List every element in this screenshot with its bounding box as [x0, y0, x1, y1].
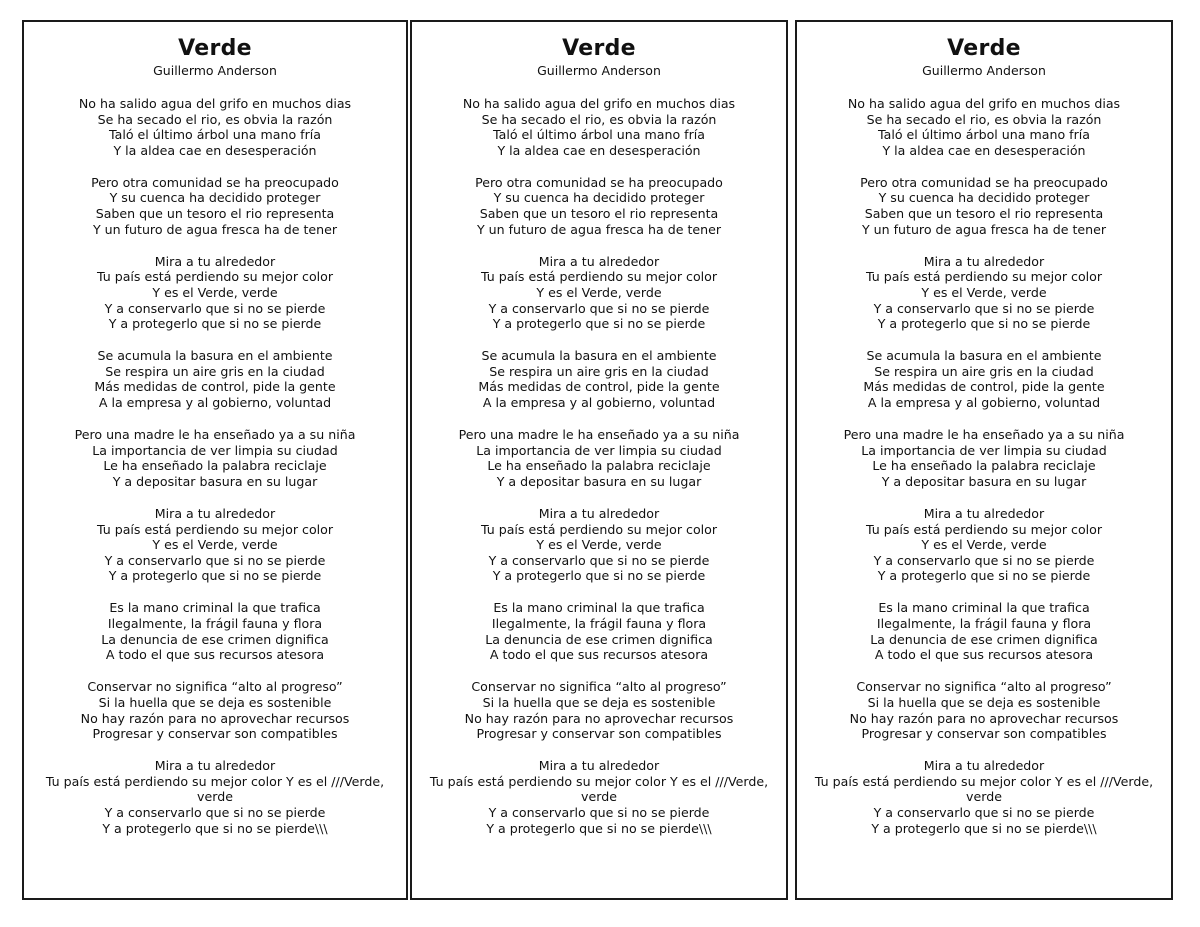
- lyric-line: Y a conservarlo que si no se pierde: [873, 804, 1095, 820]
- lyric-line: La importancia de ver limpia su ciudad: [861, 442, 1107, 458]
- stanza: [24, 348, 406, 410]
- stanza: [412, 96, 786, 158]
- lyric-line: Pero una madre le ha enseñado ya a su niña: [74, 427, 356, 443]
- lyric-line: Tu país está perdiendo su mejor color: [865, 269, 1103, 285]
- lyric-line: La denuncia de ese crimen dignifica: [485, 631, 713, 647]
- lyric-line: Y a conservarlo que si no se pierde: [873, 552, 1095, 568]
- lyric-line: Se respira un aire gris en la ciudad: [105, 363, 325, 379]
- song-author: Guillermo Anderson: [922, 63, 1046, 78]
- lyric-line: Es la mano criminal la que trafica: [493, 600, 705, 616]
- lyrics-body: [797, 96, 1171, 853]
- lyric-line: Taló el último árbol una mano fría: [109, 127, 321, 143]
- stanza: [24, 758, 406, 836]
- lyrics-body: [24, 96, 406, 853]
- lyric-line: A la empresa y al gobierno, voluntad: [867, 395, 1101, 410]
- lyric-line: Y a protegerlo que si no se pierde: [492, 316, 706, 332]
- lyric-line: No ha salido agua del grifo en muchos dias: [78, 96, 352, 111]
- lyric-line: Saben que un tesoro el rio representa: [864, 206, 1104, 222]
- lyric-line: Y a protegerlo que si no se pierde: [877, 316, 1091, 332]
- lyric-line: Progresar y conservar son compatibles: [861, 726, 1107, 742]
- lyric-line: Y un futuro de agua fresca ha de tener: [92, 221, 338, 237]
- lyrics-card-2: [410, 20, 788, 900]
- lyric-line: Se acumula la basura en el ambiente: [97, 348, 333, 364]
- lyric-line: Y es el Verde, verde: [536, 284, 662, 300]
- lyric-line: La denuncia de ese crimen dignifica: [101, 631, 329, 647]
- stanza: [24, 96, 406, 158]
- lyric-line: Y es el Verde, verde: [536, 537, 662, 553]
- lyric-line: Mira a tu alrededor: [538, 253, 660, 269]
- lyric-line: La importancia de ver limpia su ciudad: [476, 442, 722, 458]
- stanza: [412, 254, 786, 332]
- lyric-line: Taló el último árbol una mano fría: [878, 127, 1090, 143]
- lyric-line: No hay razón para no aprovechar recursos: [464, 710, 734, 726]
- lyric-line: Se respira un aire gris en la ciudad: [489, 363, 709, 379]
- lyric-line: Y a protegerlo que si no se pierde: [108, 568, 322, 584]
- lyric-line: Pero una madre le ha enseñado ya a su niña: [458, 427, 740, 443]
- lyric-line: Tu país está perdiendo su mejor color: [96, 269, 334, 285]
- stanza: [24, 175, 406, 237]
- lyric-line: Y a conservarlo que si no se pierde: [104, 300, 326, 316]
- lyric-line: Pero una madre le ha enseñado ya a su niña: [843, 427, 1125, 443]
- lyric-line: Y a depositar basura en su lugar: [881, 473, 1087, 489]
- lyric-line: Y es el Verde, verde: [921, 284, 1047, 300]
- stanza: [797, 427, 1171, 489]
- lyric-line: Mira a tu alrededor: [923, 758, 1045, 774]
- lyric-line: Conservar no significa “alto al progreso”: [856, 679, 1112, 695]
- lyric-line: Tu país está perdiendo su mejor color: [480, 269, 718, 285]
- lyric-line: Y su cuenca ha decidido proteger: [493, 190, 705, 206]
- lyric-line: Mira a tu alrededor: [538, 505, 660, 521]
- song-author: Guillermo Anderson: [153, 63, 277, 78]
- lyric-line: Si la huella que se deja es sostenible: [867, 694, 1101, 710]
- lyric-line: Pero otra comunidad se ha preocupado: [860, 174, 1108, 190]
- song-title: Verde: [562, 36, 636, 61]
- lyric-line: La denuncia de ese crimen dignifica: [870, 631, 1098, 647]
- stanza: [797, 506, 1171, 584]
- lyric-line: Conservar no significa “alto al progreso”: [87, 679, 343, 695]
- lyric-line: Y a conservarlo que si no se pierde: [488, 804, 710, 820]
- lyric-line: Pero otra comunidad se ha preocupado: [475, 174, 723, 190]
- lyric-line: Y a depositar basura en su lugar: [496, 473, 702, 489]
- lyric-line: Y su cuenca ha decidido proteger: [878, 190, 1090, 206]
- lyric-line: Se ha secado el rio, es obvia la razón: [97, 111, 333, 127]
- lyric-line: Se acumula la basura en el ambiente: [866, 348, 1102, 364]
- lyric-line: Mira a tu alrededor: [538, 758, 660, 774]
- lyric-line: Tu país está perdiendo su mejor color Y es el ///Verde, verde: [814, 773, 1154, 805]
- lyric-line: Pero otra comunidad se ha preocupado: [91, 174, 339, 190]
- lyric-line: Y a protegerlo que si no se pierde\\\: [486, 820, 712, 836]
- lyric-line: No hay razón para no aprovechar recursos: [849, 710, 1119, 726]
- lyric-line: Y a protegerlo que si no se pierde: [877, 568, 1091, 584]
- lyric-line: Y es el Verde, verde: [152, 537, 278, 553]
- lyric-line: A todo el que sus recursos atesora: [105, 647, 325, 663]
- lyric-line: Mira a tu alrededor: [154, 505, 276, 521]
- lyric-line: Mira a tu alrededor: [154, 253, 276, 269]
- lyric-line: No ha salido agua del grifo en muchos dias: [847, 96, 1121, 111]
- stanza: [24, 254, 406, 332]
- lyric-line: Mira a tu alrededor: [923, 505, 1045, 521]
- lyric-line: Y a protegerlo que si no se pierde\\\: [102, 820, 328, 836]
- lyric-line: Más medidas de control, pide la gente: [94, 379, 336, 395]
- lyric-line: Progresar y conservar son compatibles: [92, 726, 338, 742]
- lyric-line: Se respira un aire gris en la ciudad: [874, 363, 1094, 379]
- lyric-line: Y a depositar basura en su lugar: [112, 473, 318, 489]
- stanza: [24, 600, 406, 662]
- lyric-line: Y a protegerlo que si no se pierde: [108, 316, 322, 332]
- lyrics-card-3: [795, 20, 1173, 900]
- lyric-line: Si la huella que se deja es sostenible: [482, 694, 716, 710]
- stanza: [412, 427, 786, 489]
- stanza: [797, 758, 1171, 836]
- stanza: [797, 348, 1171, 410]
- stanza: [797, 96, 1171, 158]
- lyric-line: Tu país está perdiendo su mejor color: [865, 521, 1103, 537]
- lyric-line: Mira a tu alrededor: [154, 758, 276, 774]
- lyric-line: A la empresa y al gobierno, voluntad: [482, 395, 716, 410]
- stanza: [412, 175, 786, 237]
- song-title: Verde: [178, 36, 252, 61]
- lyric-line: Ilegalmente, la frágil fauna y flora: [107, 616, 323, 632]
- stanza: [412, 506, 786, 584]
- stanza: [797, 254, 1171, 332]
- lyric-line: Tu país está perdiendo su mejor color: [96, 521, 334, 537]
- lyric-line: Y la aldea cae en desesperación: [113, 142, 317, 158]
- lyric-line: Le ha enseñado la palabra reciclaje: [872, 458, 1096, 474]
- stanza: [24, 506, 406, 584]
- lyric-line: Y a conservarlo que si no se pierde: [104, 552, 326, 568]
- lyric-line: A la empresa y al gobierno, voluntad: [98, 395, 332, 410]
- lyric-line: Más medidas de control, pide la gente: [478, 379, 720, 395]
- lyric-line: Y a protegerlo que si no se pierde: [492, 568, 706, 584]
- lyric-line: Y un futuro de agua fresca ha de tener: [476, 221, 722, 237]
- lyric-line: La importancia de ver limpia su ciudad: [92, 442, 338, 458]
- lyric-line: Le ha enseñado la palabra reciclaje: [487, 458, 711, 474]
- stanza: [797, 600, 1171, 662]
- lyric-line: Ilegalmente, la frágil fauna y flora: [876, 616, 1092, 632]
- lyric-line: Le ha enseñado la palabra reciclaje: [103, 458, 327, 474]
- lyric-line: Y a conservarlo que si no se pierde: [104, 804, 326, 820]
- lyric-line: Ilegalmente, la frágil fauna y flora: [491, 616, 707, 632]
- lyric-line: Es la mano criminal la que trafica: [878, 600, 1090, 616]
- lyrics-body: [412, 96, 786, 853]
- lyric-line: Y la aldea cae en desesperación: [497, 142, 701, 158]
- lyric-line: Y un futuro de agua fresca ha de tener: [861, 221, 1107, 237]
- lyric-line: Y a conservarlo que si no se pierde: [488, 300, 710, 316]
- stanza: [797, 175, 1171, 237]
- stanza: [412, 758, 786, 836]
- lyric-line: Se acumula la basura en el ambiente: [481, 348, 717, 364]
- lyric-line: Se ha secado el rio, es obvia la razón: [481, 111, 717, 127]
- stanza: [412, 348, 786, 410]
- lyric-line: Mira a tu alrededor: [923, 253, 1045, 269]
- stanza: [797, 679, 1171, 741]
- lyric-line: Progresar y conservar son compatibles: [476, 726, 722, 742]
- lyric-line: Conservar no significa “alto al progreso”: [471, 679, 727, 695]
- lyric-line: A todo el que sus recursos atesora: [874, 647, 1094, 663]
- lyric-line: Se ha secado el rio, es obvia la razón: [866, 111, 1102, 127]
- lyric-line: Y a conservarlo que si no se pierde: [488, 552, 710, 568]
- lyric-line: Y su cuenca ha decidido proteger: [109, 190, 321, 206]
- lyric-line: Saben que un tesoro el rio representa: [479, 206, 719, 222]
- stanza: [24, 427, 406, 489]
- stanza: [412, 600, 786, 662]
- stanza: [24, 679, 406, 741]
- lyric-line: Y la aldea cae en desesperación: [882, 142, 1086, 158]
- lyric-line: Saben que un tesoro el rio representa: [95, 206, 335, 222]
- lyric-line: Y es el Verde, verde: [921, 537, 1047, 553]
- lyric-line: Tu país está perdiendo su mejor color: [480, 521, 718, 537]
- lyric-line: Tu país está perdiendo su mejor color Y es el ///Verde, verde: [45, 773, 385, 805]
- song-title: Verde: [947, 36, 1021, 61]
- lyric-line: Es la mano criminal la que trafica: [109, 600, 321, 616]
- lyric-line: Y a protegerlo que si no se pierde\\\: [871, 820, 1097, 836]
- lyric-line: A todo el que sus recursos atesora: [489, 647, 709, 663]
- lyrics-card-1: [22, 20, 408, 900]
- song-author: Guillermo Anderson: [537, 63, 661, 78]
- lyric-line: Más medidas de control, pide la gente: [863, 379, 1105, 395]
- lyric-line: Y es el Verde, verde: [152, 284, 278, 300]
- lyric-line: No ha salido agua del grifo en muchos dias: [462, 96, 736, 111]
- lyric-line: Taló el último árbol una mano fría: [493, 127, 705, 143]
- lyric-line: Tu país está perdiendo su mejor color Y es el ///Verde, verde: [429, 773, 769, 805]
- lyric-line: No hay razón para no aprovechar recursos: [80, 710, 350, 726]
- lyric-line: Si la huella que se deja es sostenible: [98, 694, 332, 710]
- lyric-line: Y a conservarlo que si no se pierde: [873, 300, 1095, 316]
- stanza: [412, 679, 786, 741]
